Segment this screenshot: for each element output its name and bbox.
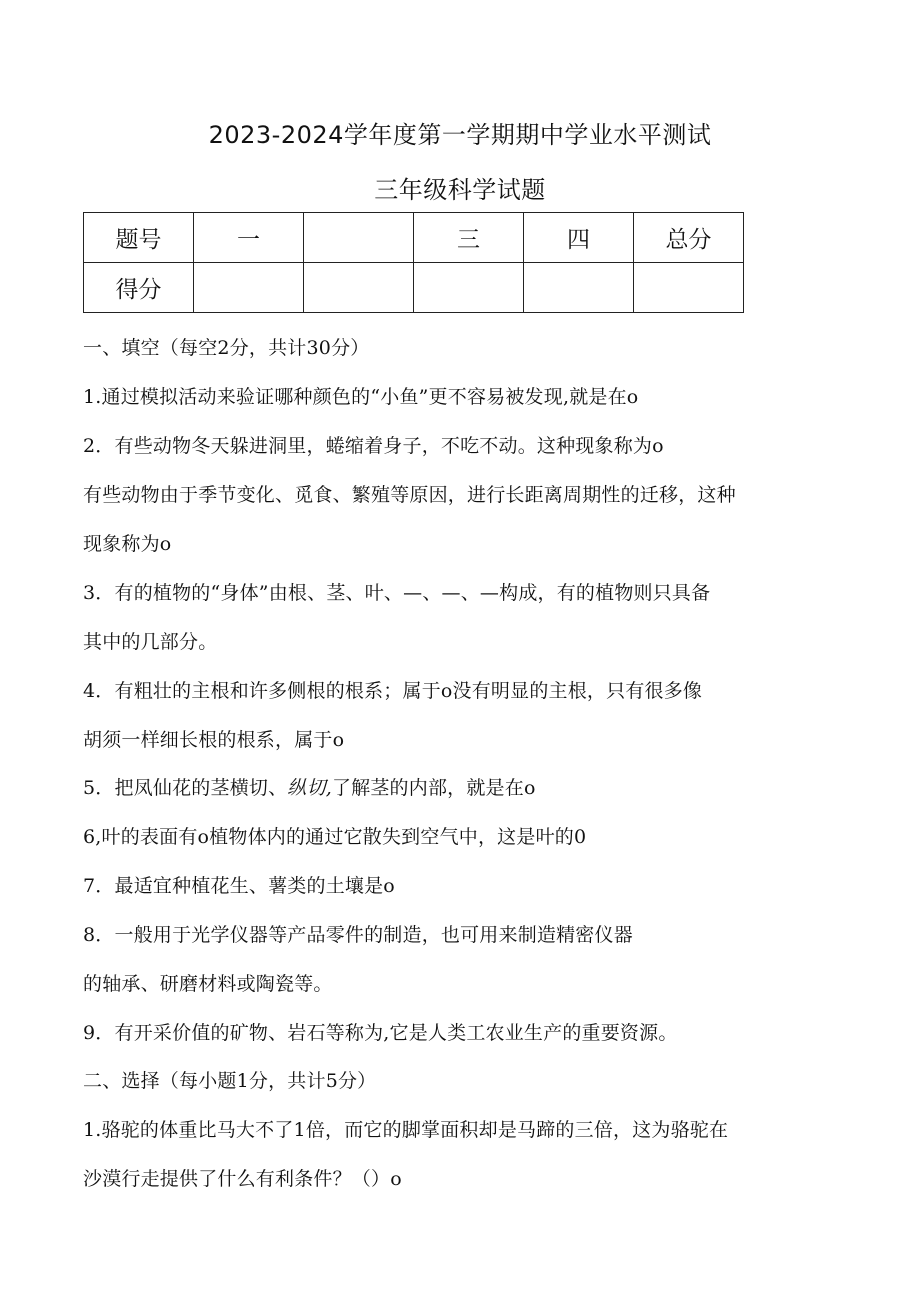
q5-text-after: 了解茎的内部，就是在o xyxy=(331,777,536,799)
exam-title: 2023-2024学年度第一学期期中学业水平测试 xyxy=(208,121,712,149)
section-heading: 一、填空（每空2分，共计30分） xyxy=(83,337,370,359)
q5-italic-text: 纵切, xyxy=(287,777,332,799)
score-header-cell: 总分 xyxy=(634,213,744,263)
question-line: 8．一般用于光学仪器等产品零件的制造，也可用来制造精密仪器 xyxy=(83,924,633,946)
score-cell xyxy=(634,263,744,313)
question-line: 4．有粗壮的主根和许多侧根的根系；属于o没有明显的主根，只有很多像 xyxy=(83,680,703,702)
score-header-cell: 一 xyxy=(194,213,304,263)
question-line: 2．有些动物冬天躲进洞里，蜷缩着身子，不吃不动。这种现象称为o xyxy=(83,435,664,457)
score-header-cell xyxy=(304,213,414,263)
question-line: 1.骆驼的体重比马大不了1倍，而它的脚掌面积却是马蹄的三倍，这为骆驼在 xyxy=(83,1119,729,1141)
question-line: 6,叶的表面有o植物体内的通过它散失到空气中，这是叶的0 xyxy=(83,826,587,848)
score-header-cell: 题号 xyxy=(84,213,194,263)
question-line: 7．最适宜种植花生、薯类的土壤是o xyxy=(83,875,395,897)
score-row-label: 得分 xyxy=(84,263,194,313)
question-line: 沙漠行走提供了什么有利条件？（）o xyxy=(83,1168,402,1190)
question-line: 1.通过模拟活动来验证哪种颜色的“小鱼”更不容易被发现,就是在o xyxy=(83,386,639,408)
question-line xyxy=(83,773,536,800)
question-line: 有些动物由于季节变化、觅食、繁殖等原因，进行长距离周期性的迁移，这种 xyxy=(83,484,736,506)
score-table xyxy=(83,212,744,313)
score-cell xyxy=(304,263,414,313)
section-heading: 二、选择（每小题1分，共计5分） xyxy=(83,1070,377,1092)
score-header-cell: 四 xyxy=(524,213,634,263)
q5-text-before: 5．把凤仙花的茎横切、 xyxy=(83,777,288,799)
question-line: 现象称为o xyxy=(83,533,172,555)
score-table-header-row xyxy=(84,213,744,263)
score-cell xyxy=(414,263,524,313)
exam-subtitle: 三年级科学试题 xyxy=(374,176,546,204)
question-line: 胡须一样细长根的根系，属于o xyxy=(83,729,345,751)
question-line: 其中的几部分。 xyxy=(83,631,218,653)
score-cell xyxy=(524,263,634,313)
score-header-cell: 三 xyxy=(414,213,524,263)
question-line: 的轴承、研磨材料或陶瓷等。 xyxy=(83,973,333,995)
question-line: 9．有开采价值的矿物、岩石等称为,它是人类工农业生产的重要资源。 xyxy=(83,1022,678,1044)
score-cell xyxy=(194,263,304,313)
score-table-score-row xyxy=(84,263,744,313)
question-line: 3．有的植物的“身体”由根、茎、叶、—、—、—构成，有的植物则只具备 xyxy=(83,582,711,604)
